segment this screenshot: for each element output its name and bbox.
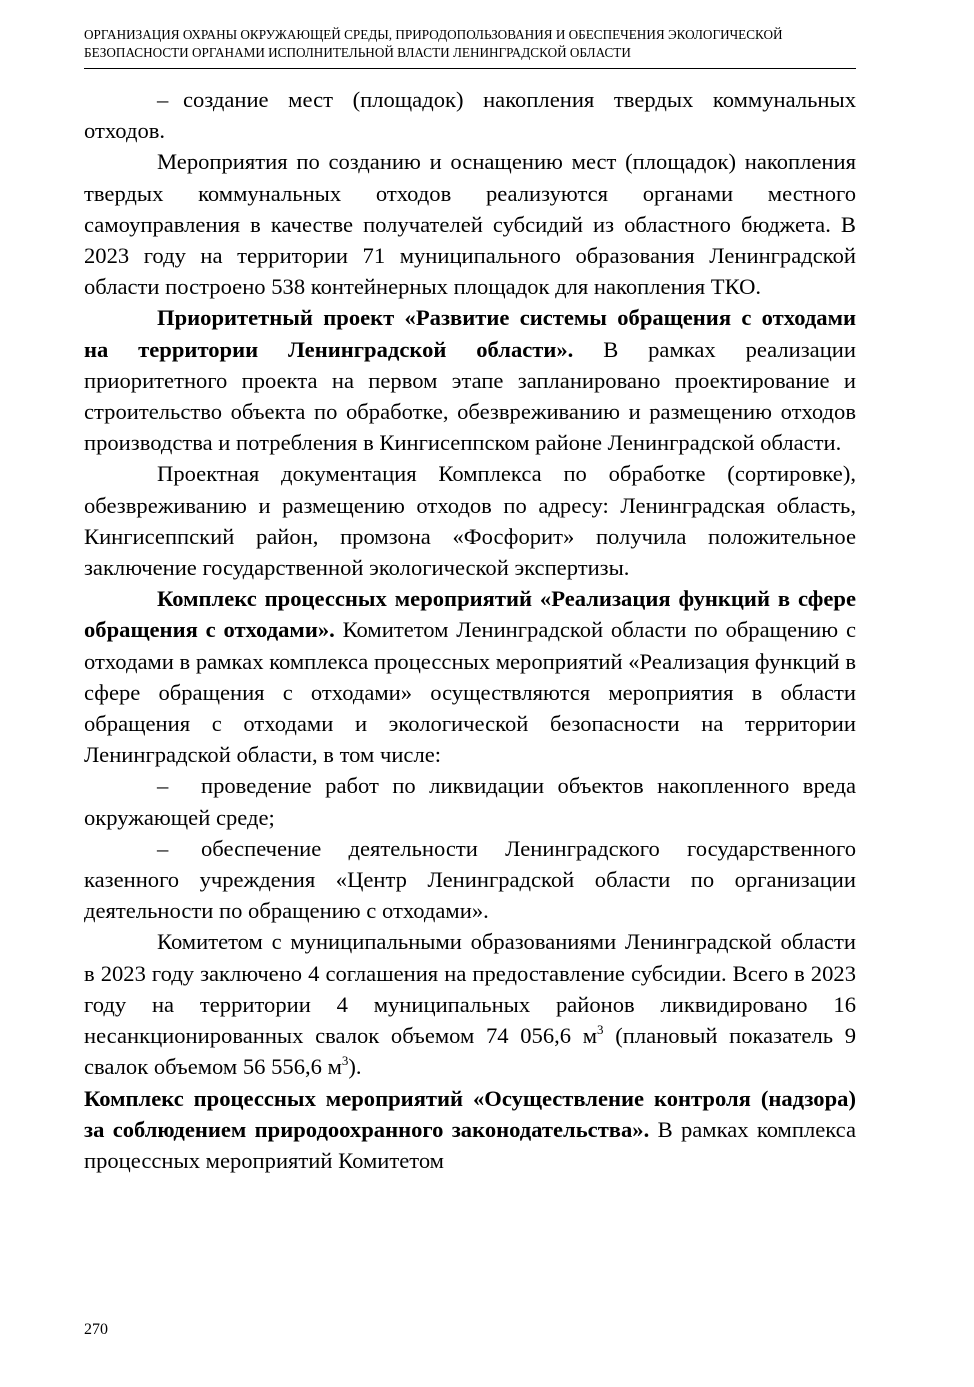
section-heading-inline: Комплекс процессных мероприятий «Осуществление контроля (надзора) за соблюдением природоохранного законодательства». [84,1085,856,1142]
paragraph-bullet-liquidation [84,770,856,832]
paragraph-text: ). [348,1054,362,1080]
paragraph-project-documentation [84,458,856,583]
paragraph-control-supervision [84,1083,856,1177]
running-header-line-1: ОРГАНИЗАЦИЯ ОХРАНЫ ОКРУЖАЮЩЕЙ СРЕДЫ, ПРИРОДОПОЛЬЗОВАНИЯ И ОБЕСПЕЧЕНИЯ ЭКОЛОГИЧЕСКОЙ [84,27,783,42]
dash-marker: – [157,773,169,799]
paragraph-text: В рамках реализации приоритетного проекта на первом этапе запланировано проектирование и строительство объекта по обработке, обезвреживанию и размещению отходов производства и потребления в Кингисеппском районе Ленинградской области. [84,336,856,456]
paragraph-text: (плановый показатель 9 свалок объемом 56 556,6 м [84,1023,856,1080]
section-heading-inline: Комплекс процессных мероприятий «Реализация функций в сфере обращения с отходами». [84,586,856,643]
superscript: 3 [597,1022,604,1038]
dash-marker: – [157,87,169,112]
paragraph-text: обеспечение деятельности Ленинградского государственного казенного учреждения «Центр Ленинградской области по организации деятельности по обращению с отходами». [84,835,856,924]
paragraph-subsidies [84,926,856,1082]
paragraph-sites-measures [84,146,856,302]
paragraph-text: создание мест (площадок) накопления твердых коммунальных отходов. [84,87,856,144]
page-number: 270 [84,1321,108,1338]
paragraph-text: В рамках комплекса процессных мероприятий Комитетом [84,1116,856,1173]
superscript: 3 [341,1053,349,1069]
paragraph-bullet-center [84,833,856,927]
paragraph-text: Мероприятия по созданию и оснащению мест (площадок) накопления твердых коммунальных отходов реализуются органами местного самоуправления в качестве получателей субсидий из областного бюджета. В 2023 году на территории 71 муниципального образования Ленинградской области построено 538 контейнерных площадок для накопления ТКО. [84,149,856,300]
dash-marker: – [157,835,169,861]
paragraph-waste-functions [84,583,856,770]
paragraph-bullet-container-sites [84,84,856,146]
running-header-line-2: БЕЗОПАСНОСТИ ОРГАНАМИ ИСПОЛНИТЕЛЬНОЙ ВЛАСТИ ЛЕНИНГРАДСКОЙ ОБЛАСТИ [84,45,631,60]
running-header [84,26,856,62]
paragraph-priority-project [84,302,856,458]
paragraph-text: Комитетом Ленинградской области по обращению с отходами в рамках комплекса процессных мероприятий «Реализация функций в сфере обращения с отходами» осуществляются мероприятия в области обращения с отходами и экологической безопасности на территории Ленинградской области, в том числе: [84,617,856,768]
paragraph-text: Проектная документация Комплекса по обработке (сортировке), обезвреживанию и размещению отходов по адресу: Ленинградская область, Кингисеппский район, промзона «Фосфорит» получила положительное заключение государственной экологической экспертизы. [84,461,856,581]
paragraph-text: проведение работ по ликвидации объектов накопленного вреда окружающей среде; [84,773,856,830]
paragraph-text: Комитетом с муниципальными образованиями Ленинградской области в 2023 году заключено 4 соглашения на предоставление субсидии. Всего в 2023 году на территории 4 муниципальных районов ликвидировано 16 несанкционированных свалок объемом 74 056,6 м [84,929,856,1049]
page-body [84,84,856,1176]
section-heading-inline: Приоритетный проект «Развитие системы обращения с отходами на территории Ленинградской области». [84,305,856,362]
header-divider [84,68,856,69]
